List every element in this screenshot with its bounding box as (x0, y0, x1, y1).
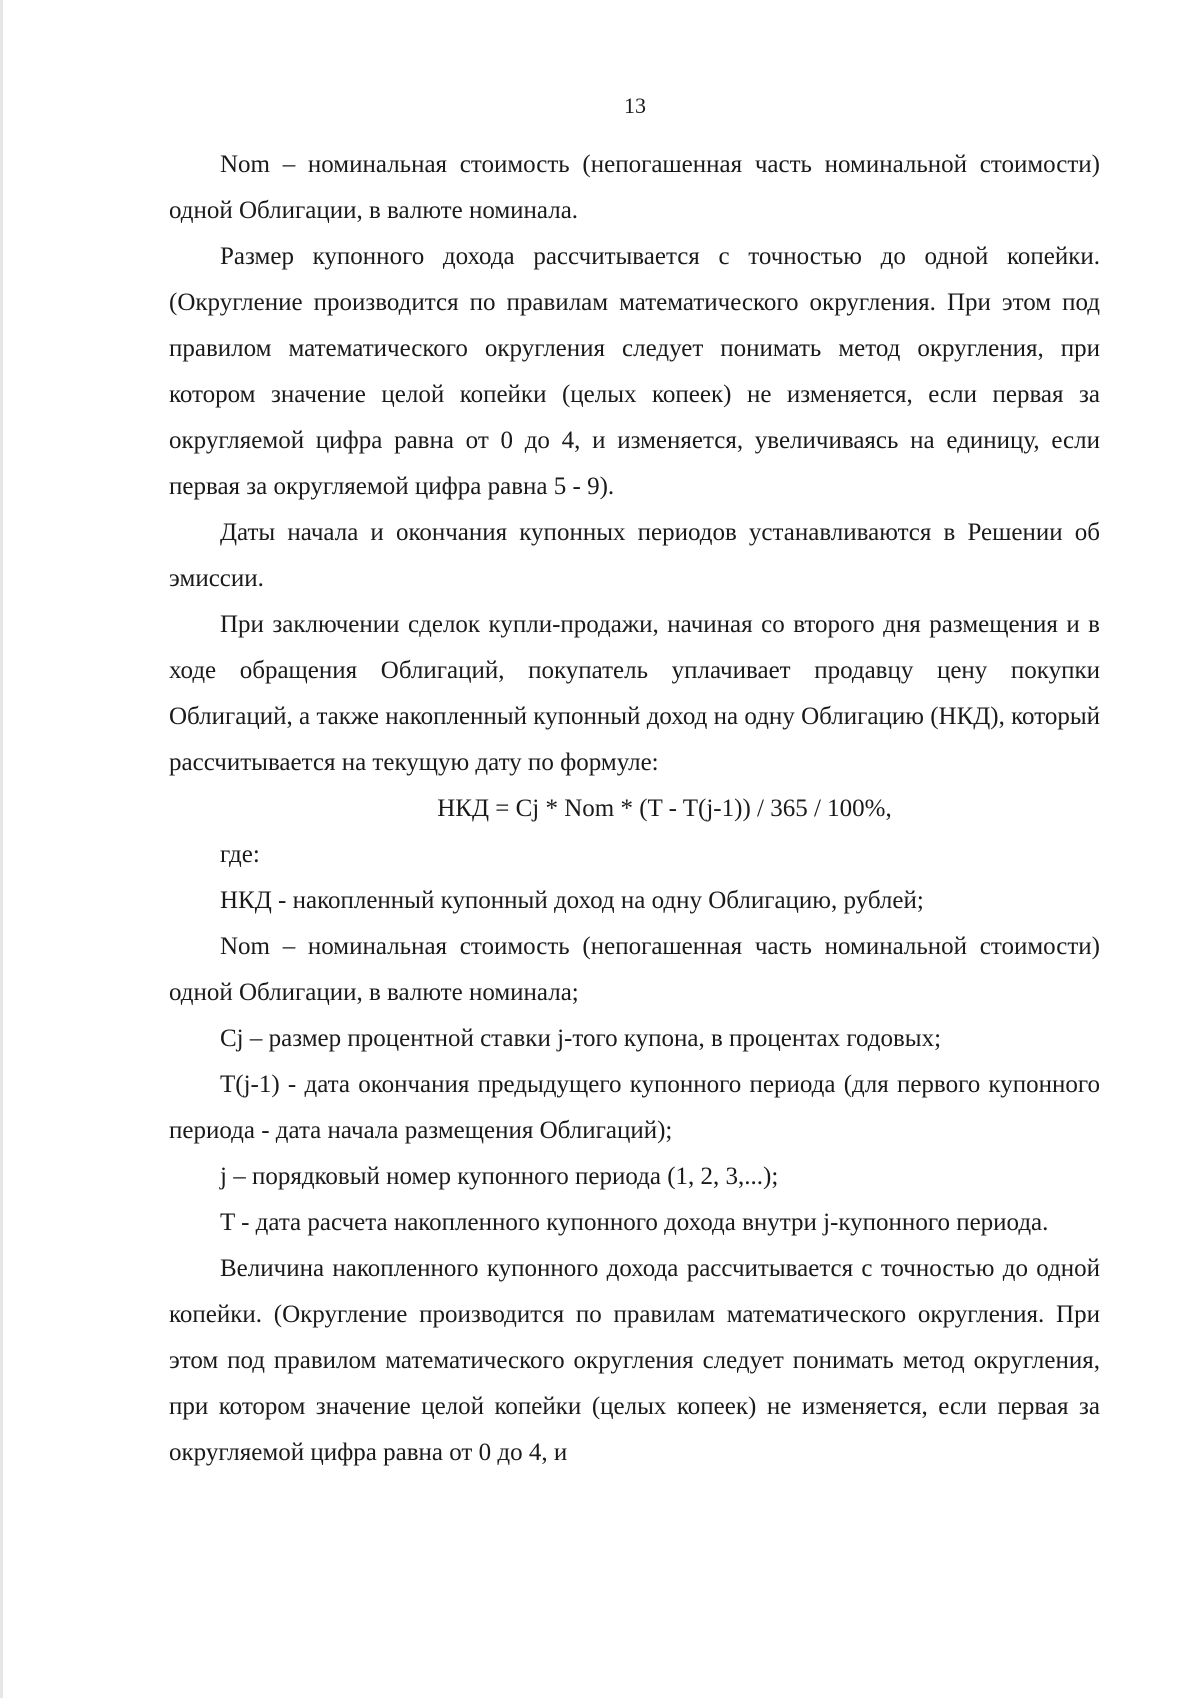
definition-nkd: НКД - накопленный купонный доход на одну Облигацию, рублей; (220, 887, 924, 914)
nkd-formula: НКД = Cj * Nom * (T - T(j-1)) / 365 / 100%, (437, 795, 892, 822)
scan-edge (0, 0, 3, 1698)
paragraph-coupon-dates: Даты начала и окончания купонных периодов устанавливаются в Решении об эмиссии. (169, 519, 1100, 592)
definition-t: T - дата расчета накопленного купонного дохода внутри j-купонного периода. (220, 1209, 1049, 1236)
document-body (169, 142, 1100, 1476)
paragraph-nkd-rounding: Величина накопленного купонного дохода рассчитывается с точностью до одной копейки. (Округление производится по правилам математического округления. При этом под правилом математического округления следует понимать метод округления, при котором значение целой копейки (целых копеек) не изменяется, если первая за округляемой цифра равна от 0 до 4, и (169, 1255, 1100, 1466)
where-label: где: (220, 841, 260, 868)
definition-t-prev: T(j-1) - дата окончания предыдущего купонного периода (для первого купонного периода - дата начала размещения Облигаций); (169, 1071, 1100, 1144)
definition-j: j – порядковый номер купонного периода (1, 2, 3,...); (220, 1163, 779, 1190)
paragraph-nkd-intro: При заключении сделок купли-продажи, начиная со второго дня размещения и в ходе обращения Облигаций, покупатель уплачивает продавцу цену покупки Облигаций, а также накопленный купонный доход на одну Облигацию (НКД), который рассчитывается на текущую дату по формуле: (169, 611, 1100, 776)
paragraph-nom-definition: Nom – номинальная стоимость (непогашенная часть номинальной стоимости) одной Облигации, в валюте номинала. (169, 151, 1100, 224)
page-number: 13 (624, 93, 646, 118)
definition-cj: Cj – размер процентной ставки j-того купона, в процентах годовых; (220, 1025, 942, 1052)
definition-nom: Nom – номинальная стоимость (непогашенная часть номинальной стоимости) одной Облигации, в валюте номинала; (169, 933, 1100, 1006)
paragraph-coupon-size: Размер купонного дохода рассчитывается с точностью до одной копейки. (Округление производится по правилам математического округления. При этом под правилом математического округления следует понимать метод округления, при котором значение целой копейки (целых копеек) не изменяется, если первая за округляемой цифра равна от 0 до 4, и изменяется, увеличиваясь на единицу, если первая за округляемой цифра равна 5 - 9). (169, 243, 1100, 500)
